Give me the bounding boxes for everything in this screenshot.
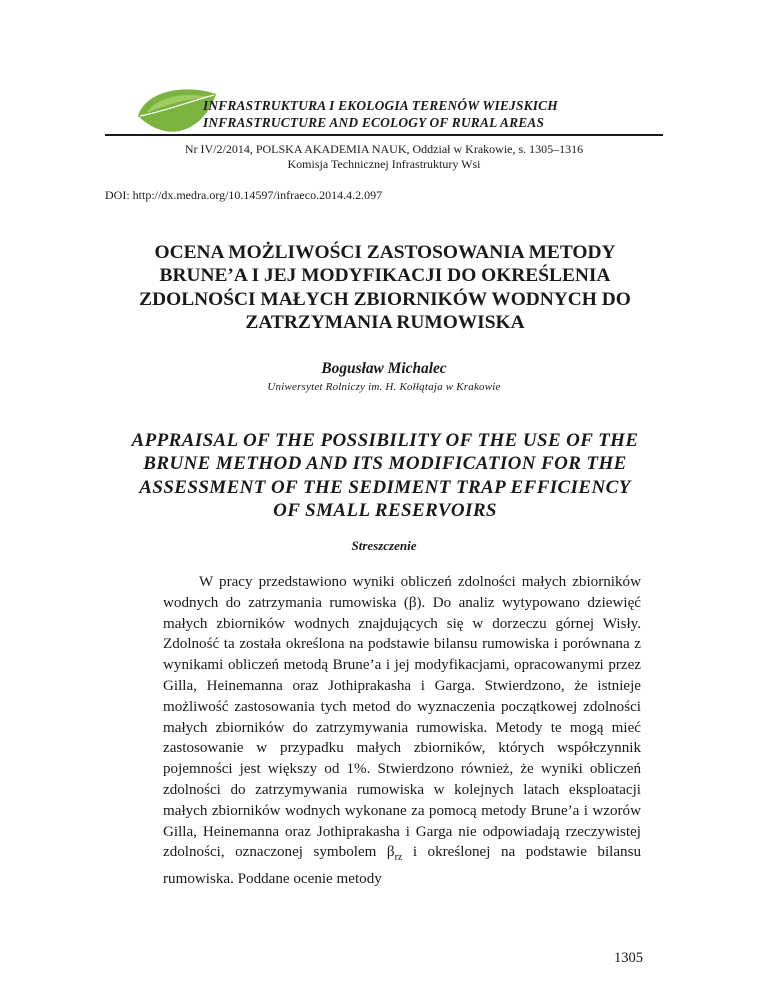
issue-line: Nr IV/2/2014, POLSKA AKADEMIA NAUK, Oddział w Krakowie, s. 1305–1316 <box>184 142 584 156</box>
title-pl-line: ZATRZYMANIA RUMOWISKA <box>245 311 525 333</box>
title-en-line: OF SMALL RESERVOIRS <box>273 499 497 521</box>
article-title-pl <box>115 241 655 334</box>
abstract-text: W pracy przedstawiono wyniki obliczeń zdolności małych zbiorników wodnych do zatrzymania rumowiska (β). Do analiz wytypowano dziewięć małych zbiorników wodnych znajdujących się w dorzeczu górnej Wisły. Zdolność ta została określona na podstawie bilansu rumowiska i porównana z wynikami obliczeń metodą Brune’a i jej modyfikacjami, opracowanymi przez Gilla, Heinemanna oraz Jothiprakasha i Garga. Stwierdzono, że istnieje możliwość zastosowania tych metod do wyznaczenia początkowej zdolności małych zbiorników do zatrzymywania rumowiska. Metody te mogą mieć zastosowanie w przypadku małych zbiorników, których współczynnik pojemności jest większy od 1%. Stwierdzono również, że wyniki obliczeń zdolności do zatrzymywania rumowiska w kolejnych latach eksploatacji małych zbiorników wodnych wykonane za pomocą metody Brune’a i wzorów Gilla, Heinemanna oraz Jothiprakasha i Garga nie odpowiadają rzeczywistej zdolności, oznaczonej symbolem β <box>163 574 641 861</box>
header-rule <box>105 134 663 136</box>
beta-subscript: rz <box>394 852 403 864</box>
title-en-line: BRUNE METHOD AND ITS MODIFICATION FOR THE <box>143 453 627 475</box>
abstract-paragraph <box>163 572 641 890</box>
page-number: 1305 <box>614 950 643 966</box>
journal-title-pl: INFRASTRUKTURA I EKOLOGIA TERENÓW WIEJSKICH <box>203 98 558 113</box>
author-affiliation: Uniwersytet Rolniczy im. H. Kołłątaja w Krakowie <box>267 381 501 393</box>
abstract-text-cont: i określonej na podstawie bilansu rumowiska. Poddane ocenie metody <box>163 844 641 888</box>
author-name: Bogusław Michalec <box>321 360 447 377</box>
article-title-en <box>115 429 655 522</box>
committee-line: Komisja Technicznej Infrastruktury Wsi <box>287 157 481 171</box>
journal-header <box>203 97 663 131</box>
title-pl-line: ZDOLNOŚCI MAŁYCH ZBIORNIKÓW WODNYCH DO <box>139 288 631 310</box>
title-pl-line: BRUNE’A I JEJ MODYFIKACJI DO OKREŚLENIA <box>159 265 611 287</box>
doi-line[interactable]: DOI: http://dx.medra.org/10.14597/infraeco.2014.4.2.097 <box>105 188 383 202</box>
abstract-heading: Streszczenie <box>351 538 417 553</box>
title-pl-line: OCENA MOŻLIWOŚCI ZASTOSOWANIA METODY <box>154 242 616 263</box>
title-en-line: APPRAISAL OF THE POSSIBILITY OF THE USE OF THE <box>131 430 639 451</box>
title-en-line: ASSESSMENT OF THE SEDIMENT TRAP EFFICIENCY <box>139 476 631 498</box>
abstract-body <box>163 572 641 890</box>
journal-title-en: INFRASTRUCTURE AND ECOLOGY OF RURAL AREAS <box>203 115 545 130</box>
